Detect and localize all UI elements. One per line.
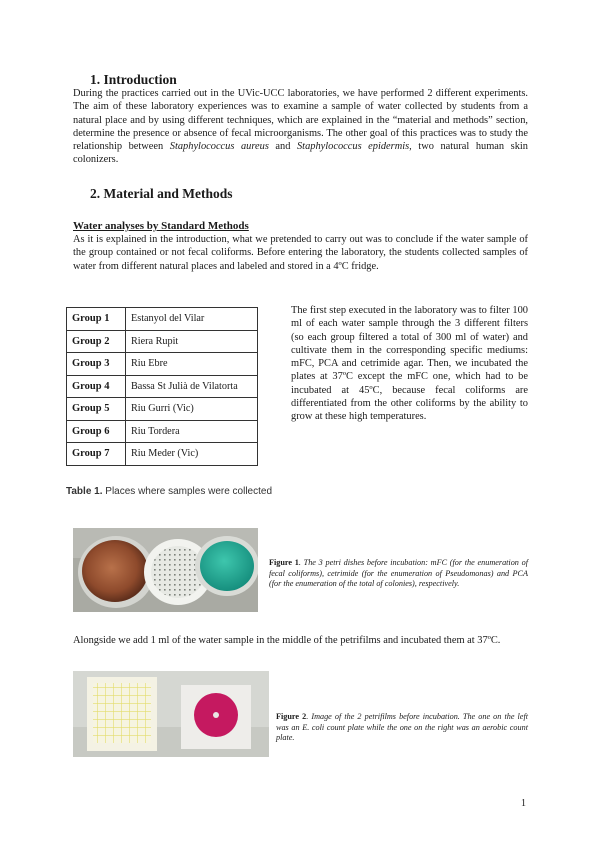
table-row: Group 1 Estanyol del Vilar: [67, 308, 258, 331]
page-number: 1: [521, 798, 526, 809]
petri-dishes-photo: [73, 528, 258, 612]
subheading-water-analyses: Water analyses by Standard Methods: [73, 220, 249, 232]
methods-paragraph-1: As it is explained in the introduction, what we pretended to carry out was to conclude if the water sample of the group contained or not fecal coliforms. Before entering the laboratory, the students collected samples of water from different natural places and labeled and stored in a 4ºC fridge.: [73, 234, 528, 272]
methods-paragraph-2: The first step executed in the laboratory was to filter 100 ml of each water sample through the 3 different filters (so each group filtered a total of 300 ml of water) and cultivate them in the corresponding specific mediums: mFC, PCA and cetrimide agar. Then, we incubated the plates at 37ºC except the mFC one, which had to be incubated at 45ºC, because fecal coliforms are differentiated from the other coliforms by the ability to grow at these high temperatures.: [291, 305, 528, 423]
section-heading-methods: 2. Material and Methods: [90, 186, 233, 201]
intro-paragraph: During the practices carried out in the UVic-UCC laboratories, we have performed 2 different experiments. The aim of these laboratory experiences was to examine a sample of water collected by students from a natural place and by using different techniques, which are explained in the “material and methods” section, determine the presence or absence of fecal microorganisms. The other goal of this practices was to study the relationship between Staphylococcus aureus and Staphylococcus epidermis, two natural human skin colonizers.: [73, 88, 528, 166]
table-row: Group 5 Riu Gurri (Vic): [67, 398, 258, 421]
table-caption: Table 1. Places where samples were collected: [66, 486, 273, 497]
sampling-places-table: [66, 307, 258, 466]
table-row: Group 4 Bassa St Julià de Vilatorta: [67, 375, 258, 398]
table-row: Group 7 Riu Meder (Vic): [67, 443, 258, 466]
methods-paragraph-3: Alongside we add 1 ml of the water sample in the middle of the petrifilms and incubated them at 37ºC.: [73, 635, 501, 646]
table-row: Group 6 Riu Tordera: [67, 420, 258, 443]
table-row: Group 2 Riera Rupit: [67, 330, 258, 353]
table-row: Group 3 Riu Ebre: [67, 353, 258, 376]
section-heading-introduction: 1. Introduction: [90, 72, 177, 87]
figure-2-caption: Figure 2. Image of the 2 petrifilms before incubation. The one on the left was an E. coli count plate while the one on the right was an aerobic count plate.: [276, 712, 528, 743]
petrifilms-photo: [73, 671, 269, 757]
figure-1-caption: Figure 1. The 3 petri dishes before incubation: mFC (for the enumeration of fecal coliforms), cetrimide (for the enumeration of Pseudomonas) and PCA (for the enumeration of the total of colonies), respectively.: [269, 558, 528, 589]
